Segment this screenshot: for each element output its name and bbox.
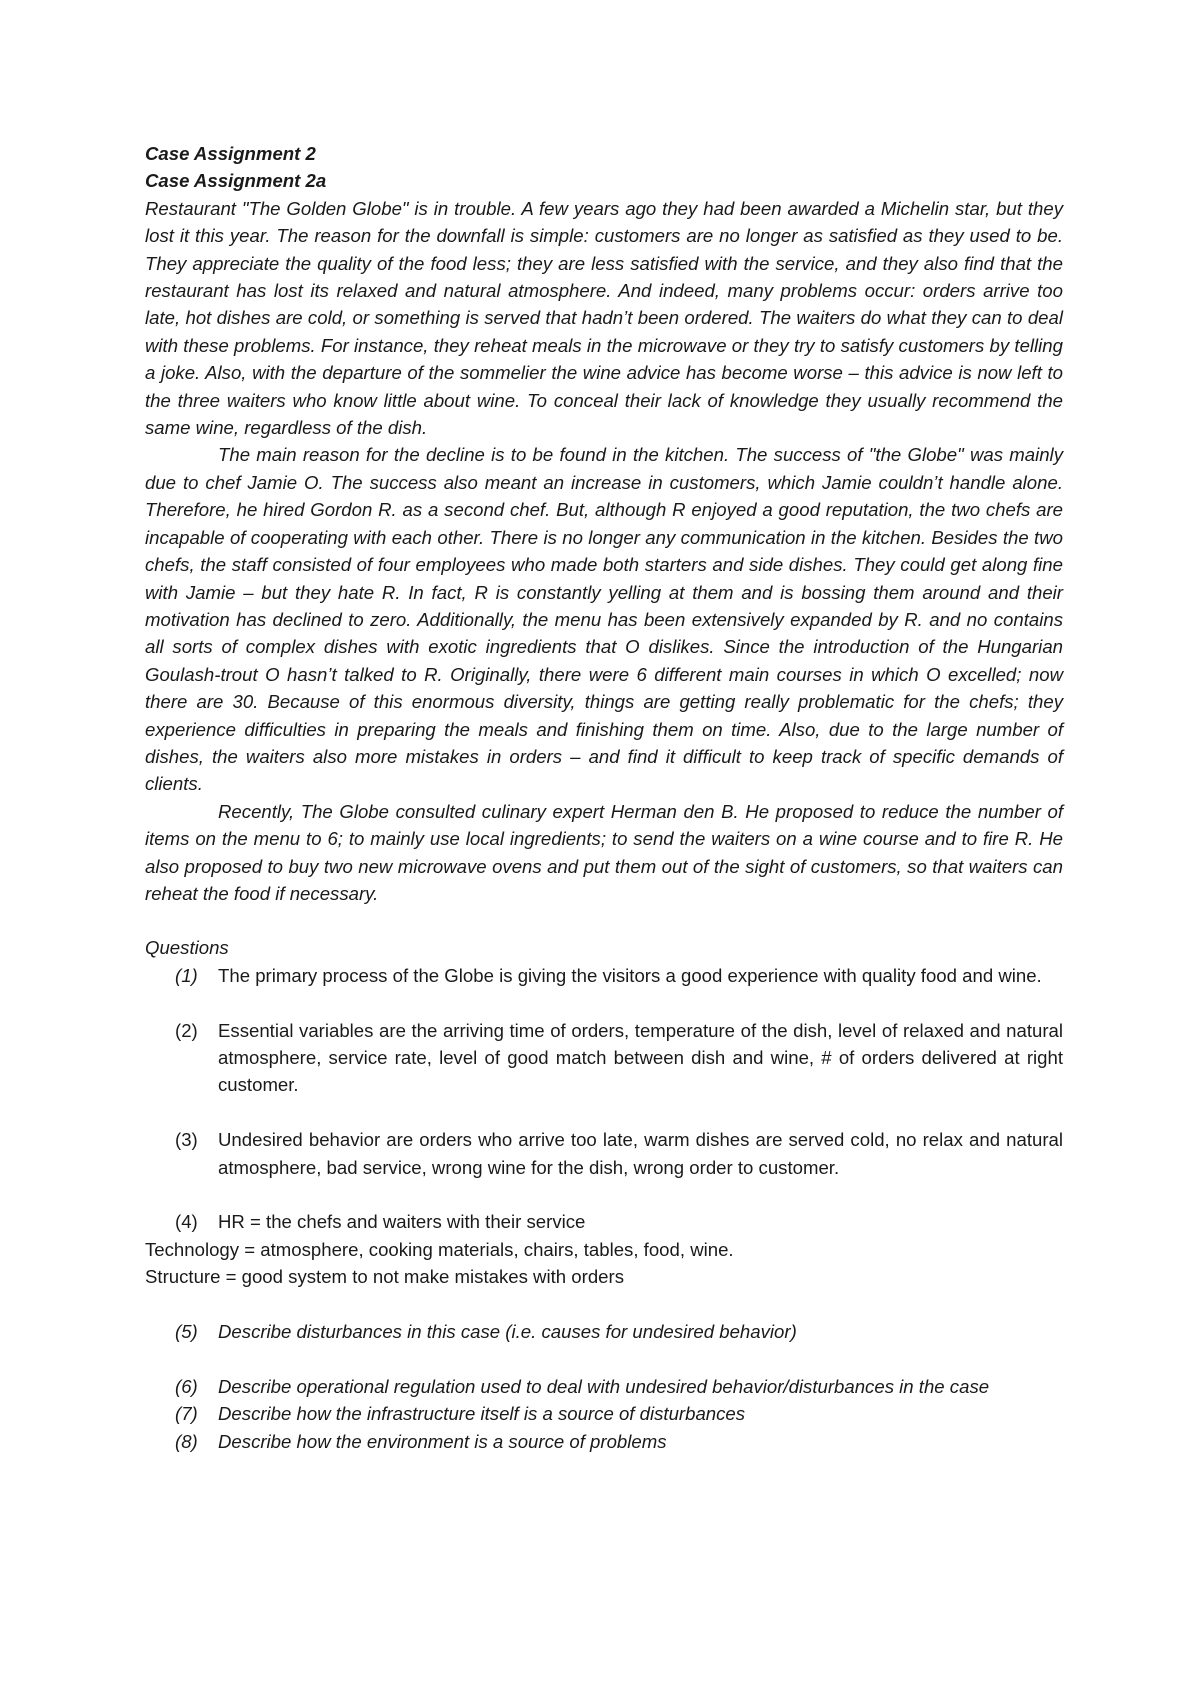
answer-text: Undesired behavior are orders who arrive too late, warm dishes are served cold, no relax and natural atmosphere, bad service, wrong wine for the dish, wrong order to customer. bbox=[218, 1129, 1063, 1178]
question-item-7 bbox=[145, 1400, 1063, 1427]
heading-case-assignment: Case Assignment 2 bbox=[145, 143, 316, 164]
answer-text: HR = the chefs and waiters with their service bbox=[218, 1211, 586, 1233]
answer-number: (2) bbox=[175, 1019, 198, 1041]
question-number: (8) bbox=[175, 1430, 198, 1452]
question-text: Describe how the environment is a source of problems bbox=[218, 1430, 667, 1452]
answer-item-3 bbox=[145, 1126, 1063, 1181]
question-item-6 bbox=[145, 1373, 1063, 1400]
question-number: (7) bbox=[175, 1403, 198, 1425]
answer-text: The primary process of the Globe is giving the visitors a good experience with quality food and wine. bbox=[218, 964, 1042, 986]
answer-number: (3) bbox=[175, 1129, 198, 1151]
question-text: Describe how the infrastructure itself is a source of disturbances bbox=[218, 1403, 746, 1425]
question-item-8 bbox=[145, 1428, 1063, 1455]
case-paragraph-1: Restaurant "The Golden Globe" is in trouble. A few years ago they had been awarded a Michelin star, but they lost it this year. The reason for the downfall is simple: customers are no longer as satisfied as they used to be. They appreciate the quality of the food less; they are less satisfied with the service, and they also find that the restaurant has lost its relaxed and natural atmosphere. And indeed, many problems occur: orders arrive too late, hot dishes are cold, or something is served that hadn’t been ordered. The waiters do what they can to deal with these problems. For instance, they reheat meals in the microwave or they try to satisfy customers by telling a joke. Also, with the departure of the sommelier the wine advice has become worse – this advice is now left to the three waiters who know little about wine. To conceal their lack of knowledge they usually recommend the same wine, regardless of the dish. bbox=[145, 197, 1063, 439]
technology-line: Technology = atmosphere, cooking materials, chairs, tables, food, wine. bbox=[145, 1238, 734, 1260]
answer-item-4 bbox=[145, 1208, 1063, 1235]
question-text: Describe operational regulation used to deal with undesired behavior/disturbances in the case bbox=[218, 1375, 990, 1397]
question-text: Describe disturbances in this case (i.e. causes for undesired behavior) bbox=[218, 1321, 797, 1342]
structure-line: Structure = good system to not make mistakes with orders bbox=[145, 1266, 624, 1288]
question-number: (5) bbox=[175, 1321, 198, 1342]
answer-number: (4) bbox=[175, 1211, 198, 1233]
answer-number: (1) bbox=[175, 964, 198, 986]
question-item-5 bbox=[145, 1318, 1063, 1345]
answer-text: Essential variables are the arriving time of orders, temperature of the dish, level of relaxed and natural atmosphere, service rate, level of good match between dish and wine, # of orders delivered at right customer. bbox=[218, 1019, 1063, 1096]
answer-item-1 bbox=[145, 962, 1063, 989]
questions-heading: Questions bbox=[145, 937, 229, 959]
case-paragraph-3: Recently, The Globe consulted culinary expert Herman den B. He proposed to reduce the number of items on the menu to 6; to mainly use local ingredients; to send the waiters on a wine course and to fire R. He also proposed to buy two new microwave ovens and put them out of the sight of customers, so that waiters can reheat the food if necessary. bbox=[145, 800, 1063, 904]
answer-item-2 bbox=[145, 1017, 1063, 1099]
document-page bbox=[145, 140, 1063, 1455]
case-paragraph-2: The main reason for the decline is to be found in the kitchen. The success of "the Globe" was mainly due to chef Jamie O. The success also meant an increase in customers, which Jamie couldn’t handle alone. Therefore, he hired Gordon R. as a second chef. But, although R enjoyed a good reputation, the two chefs are incapable of cooperating with each other. There is no longer any communication in the kitchen. Besides the two chefs, the staff consisted of four employees who made both starters and side dishes. They could get along fine with Jamie – but they hate R. In fact, R is constantly yelling at them and is bossing them around and their motivation has declined to zero. Additionally, the menu has been extensively expanded by R. and no contains all sorts of complex dishes with exotic ingredients that O dislikes. Since the introduction of the Hungarian Goulash-trout O hasn’t talked to R. Originally, there were 6 different main courses in which O excelled; now there are 30. Because of this enormous diversity, things are getting really problematic for the chefs; they experience difficulties in preparing the meals and finishing them on time. Also, due to the large number of dishes, the waiters also more mistakes in orders – and find it difficult to keep track of specific demands of clients. bbox=[145, 444, 1063, 795]
question-number: (6) bbox=[175, 1375, 198, 1397]
heading-case-assignment-2a: Case Assignment 2a bbox=[145, 170, 327, 192]
